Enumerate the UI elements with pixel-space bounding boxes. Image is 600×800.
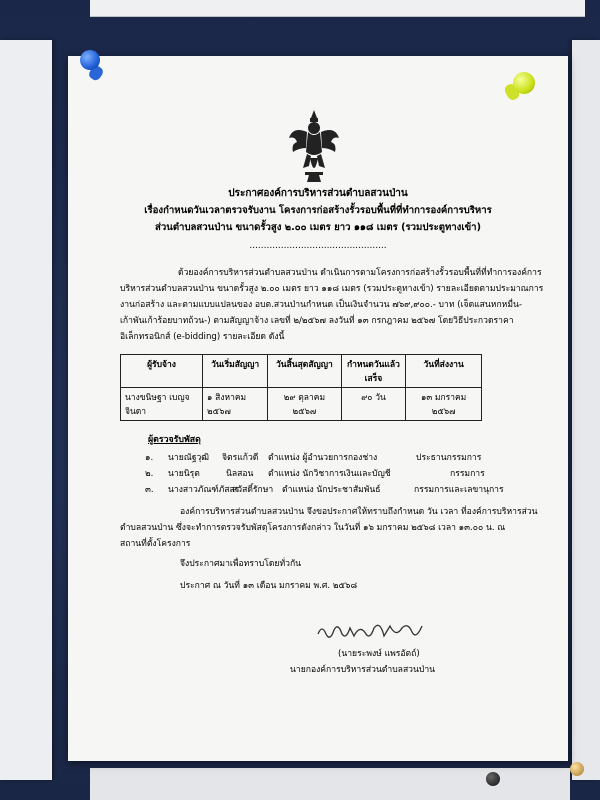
announcement-subject-line2: ส่วนตำบลสวนป่าน ขนาดรั้วสูง ๒.๐๐ เมตร ยาว ๑๑๘ เมตร (รวมประตูทางเข้า) xyxy=(155,222,481,233)
intro-line: อิเล็กทรอนิกส์ (e-bidding) รายละเอียด ดังนี้ xyxy=(120,332,285,342)
brass-pushpin-icon xyxy=(570,762,584,776)
contract-table xyxy=(120,354,482,421)
table-header-row xyxy=(121,355,482,388)
committee-surname: สวัสดิ์รักษา xyxy=(232,485,274,495)
announcement-date: ประกาศ ณ วันที่ ๑๓ เดือน มกราคม พ.ศ. ๒๕๖๘ xyxy=(180,581,358,591)
notice-line: สถานที่ตั้งโครงการ xyxy=(120,539,191,549)
table-cell: ๑๓ มกราคม ๒๕๖๗ xyxy=(406,388,482,421)
title-separator: ................................................ xyxy=(249,241,387,251)
closing-line: จึงประกาศมาเพื่อทราบโดยทั่วกัน xyxy=(180,559,302,569)
committee-surname: จิตรแก้วดี xyxy=(222,453,259,463)
announcement-title: ประกาศองค์การบริหารส่วนตำบลสวนป่าน xyxy=(228,188,408,199)
committee-heading: ผู้ตรวจรับพัสดุ xyxy=(148,435,201,445)
background-paper-bottom xyxy=(90,768,570,800)
column-header: วันที่ส่งงาน xyxy=(406,355,482,388)
background-paper-left xyxy=(0,40,52,780)
committee-position: ตำแหน่ง นักประชาสัมพันธ์ xyxy=(282,485,381,495)
black-pushpin-icon xyxy=(486,772,500,786)
handwritten-signature xyxy=(316,618,426,644)
intro-line: งานก่อสร้าง และตามแบบแปลนของ อบต.สวนป่านกำหนด เป็นเงินจำนวน ๗๖๙,๙๐๐.- บาท (เจ็ดแสนหกหมื่น- xyxy=(120,300,522,310)
table-cell: ๒๙ ตุลาคม ๒๕๖๗ xyxy=(268,388,341,421)
committee-no: ๒. xyxy=(145,469,154,479)
table-cell: นางขนิษฐา เบญจจินดา xyxy=(121,388,203,421)
table-cell: ๙๐ วัน xyxy=(341,388,406,421)
notice-line: องค์การบริหารส่วนตำบลสวนป่าน จึงขอประกาศให้ทราบถึงกำหนด วัน เวลา ที่องค์การบริหารส่วน xyxy=(180,507,538,517)
table-cell: ๑ สิงหาคม ๒๕๖๗ xyxy=(203,388,268,421)
committee-no: ๓. xyxy=(145,485,154,495)
column-header: กำหนดวันแล้ว เสร็จ xyxy=(341,355,406,388)
blue-pushpin-icon xyxy=(80,50,100,70)
committee-role: กรรมการ xyxy=(450,469,485,479)
signatory-title: นายกองค์การบริหารส่วนตำบลสวนป่าน xyxy=(290,665,436,675)
yellow-pushpin-icon xyxy=(513,72,535,94)
intro-line: เก้าพันเก้าร้อยบาทถ้วน-) ตามสัญญาจ้าง เลขที่ ๒/๒๕๖๗ ลงวันที่ ๑๓ กรกฎาคม ๒๕๖๗ โดยวิธีประกวดราคา xyxy=(120,316,514,326)
garuda-emblem-icon xyxy=(287,108,341,188)
signatory-name: (นายระพงษ์ แพรอัตถ์) xyxy=(338,649,420,659)
committee-name: นางสาวภัณฑ์ภัสสร xyxy=(168,485,240,495)
committee-role: ประธานกรรมการ xyxy=(416,453,482,463)
notice-line: ตำบลสวนป่าน ซึ่งจะทำการตรวจรับพัสดุโครงการดังกล่าว ในวันที่ ๑๖ มกราคม ๒๕๖๘ เวลา ๑๓.๐๐ น. ณ xyxy=(120,523,506,533)
intro-line: บริหารส่วนตำบลสวนป่าน ขนาดรั้วสูง ๒.๐๐ เมตร ยาว ๑๑๘ เมตร (รวมประตูทางเข้า) รายละเอียดตามประมาณการ xyxy=(120,284,544,294)
committee-surname: นิลสอน xyxy=(226,469,254,479)
committee-position: ตำแหน่ง นักวิชาการเงินและบัญชี xyxy=(268,469,391,479)
background-paper-right xyxy=(572,40,600,780)
column-header: วันสิ้นสุดสัญญา xyxy=(268,355,341,388)
committee-no: ๑. xyxy=(145,453,154,463)
committee-role: กรรมการและเลขานุการ xyxy=(414,485,504,495)
committee-name: นายณัฐวุฒิ xyxy=(168,453,210,463)
committee-name: นายนิรุต xyxy=(168,469,200,479)
committee-position: ตำแหน่ง ผู้อำนวยการกองช่าง xyxy=(268,453,378,463)
announcement-subject-line1: เรื่องกำหนดวันเวลาตรวจรับงาน โครงการก่อสร้างรั้วรอบพื้นที่ที่ทำการองค์การบริหาร xyxy=(144,205,492,216)
background-paper-top xyxy=(90,0,585,17)
table-row xyxy=(121,388,482,421)
intro-line: ด้วยองค์การบริหารส่วนตำบลสวนป่าน ดำเนินการตามโครงการก่อสร้างรั้วรอบพื้นที่ที่ทำการองค์การ xyxy=(178,268,542,278)
column-header: ผู้รับจ้าง xyxy=(121,355,203,388)
column-header: วันเริ่มสัญญา xyxy=(203,355,268,388)
